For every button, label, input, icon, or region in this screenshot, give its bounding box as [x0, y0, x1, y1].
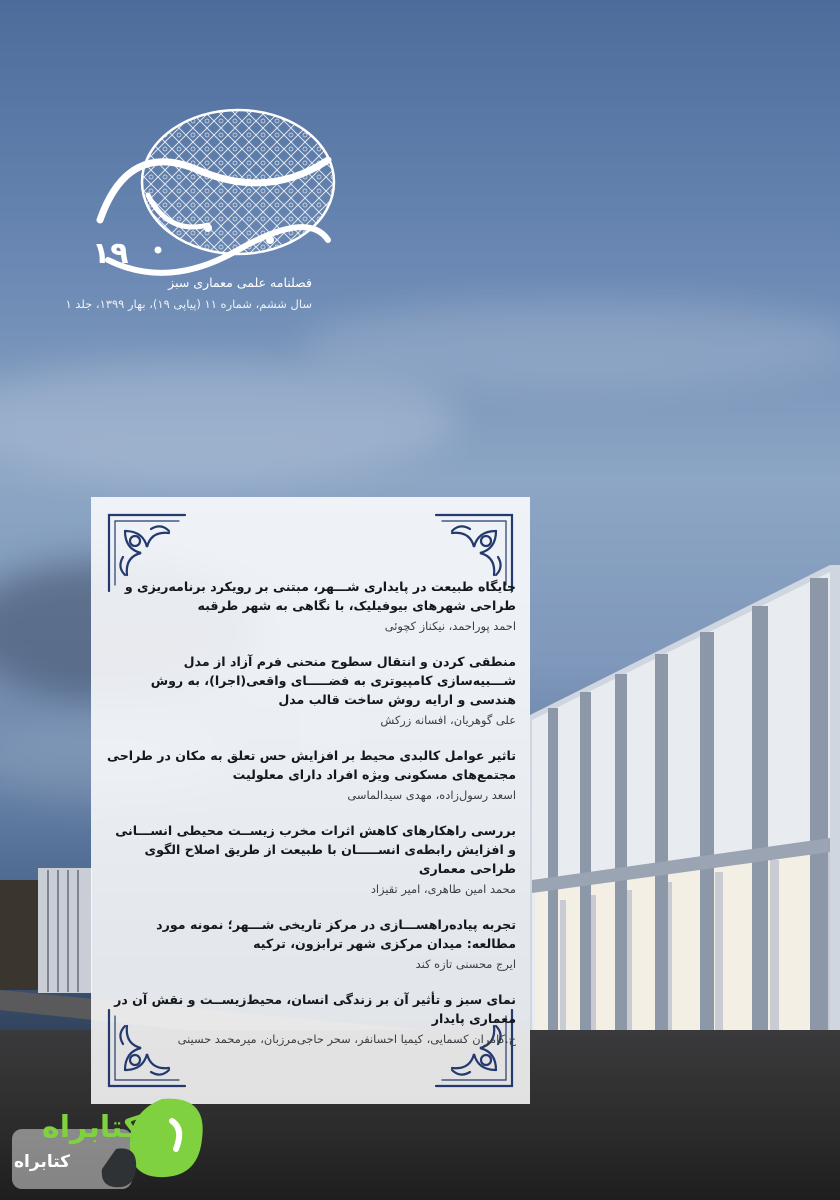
article-authors: علی گوهریان، افسانه زرکش [380, 713, 516, 727]
article-title: جایگاه طبیعت در پایداری شـــهر، مبتنی بر رویکرد برنامه‌ریزی و طراحی شهرهای بیوفیلیک، با نگاهی به شهر طرقبه [124, 579, 516, 613]
issue-number: ۱۹ [92, 236, 129, 271]
article-list [107, 577, 516, 1065]
publisher-name-small: کتابراه [14, 1152, 71, 1172]
journal-title: فصلنامه علمی معماری سبز [168, 275, 312, 290]
article-authors: ایرج محسنی تازه کند [415, 957, 516, 971]
article-entry [107, 746, 516, 804]
article-entry [107, 990, 516, 1048]
article-entry [107, 821, 516, 898]
article-title: بررسی راهکارهای کاهش اثرات مخرب زیســت محیطی انســـانی و افزایش رابطه‌ی انســـــان با طبیعت از طریق اصلاح الگوی طراحی معماری [115, 823, 516, 876]
article-authors: احمد پوراحمد، نیکناز کچوئی [384, 619, 516, 633]
article-authors: ح.کامران کسمایی، کیمیا احسانفر، سحر حاجی‌مرزبان، میرمحمد حسینی [177, 1032, 516, 1046]
article-title: نمای سبز و تأثیر آن بر زندگی انسان، محیط‌زیســت و نقش آن در معماری پایدار [114, 992, 516, 1026]
article-entry [107, 915, 516, 973]
publisher-name: کتابراه [42, 1110, 141, 1145]
article-authors: محمد امین طاهری، امیر تقیزاد [370, 882, 516, 896]
article-authors: اسعد رسول‌زاده، مهدی سیدالماسی [347, 788, 516, 802]
article-title: منطقی کردن و انتقال سطوح منحنی فرم آزاد از مدل شـــبیه‌سازی کامپیوتری به فضـــــای واقعی(اجرا)، به روش هندسی و ارایه روش ساخت قالب مدل [150, 654, 516, 707]
article-entry [107, 652, 516, 729]
article-title: تجربه پیاده‌راهســـازی در مرکز تاریخی شـــهر؛ نمونه مورد مطالعه: میدان مرکزی شهر ترابزون، ترکیه [156, 917, 516, 951]
article-title: تاثیر عوامل کالبدی محیط بر افزایش حس تعلق به مکان در طراحی مجتمع‌های مسکونی ویژه افراد دارای معلولیت [106, 748, 516, 782]
table-of-contents-panel [91, 497, 530, 1104]
article-entry [107, 577, 516, 635]
journal-issue-info: سال ششم، شماره ۱۱ (پیاپی ۱۹)، بهار ۱۳۹۹، جلد ۱ [65, 297, 312, 311]
